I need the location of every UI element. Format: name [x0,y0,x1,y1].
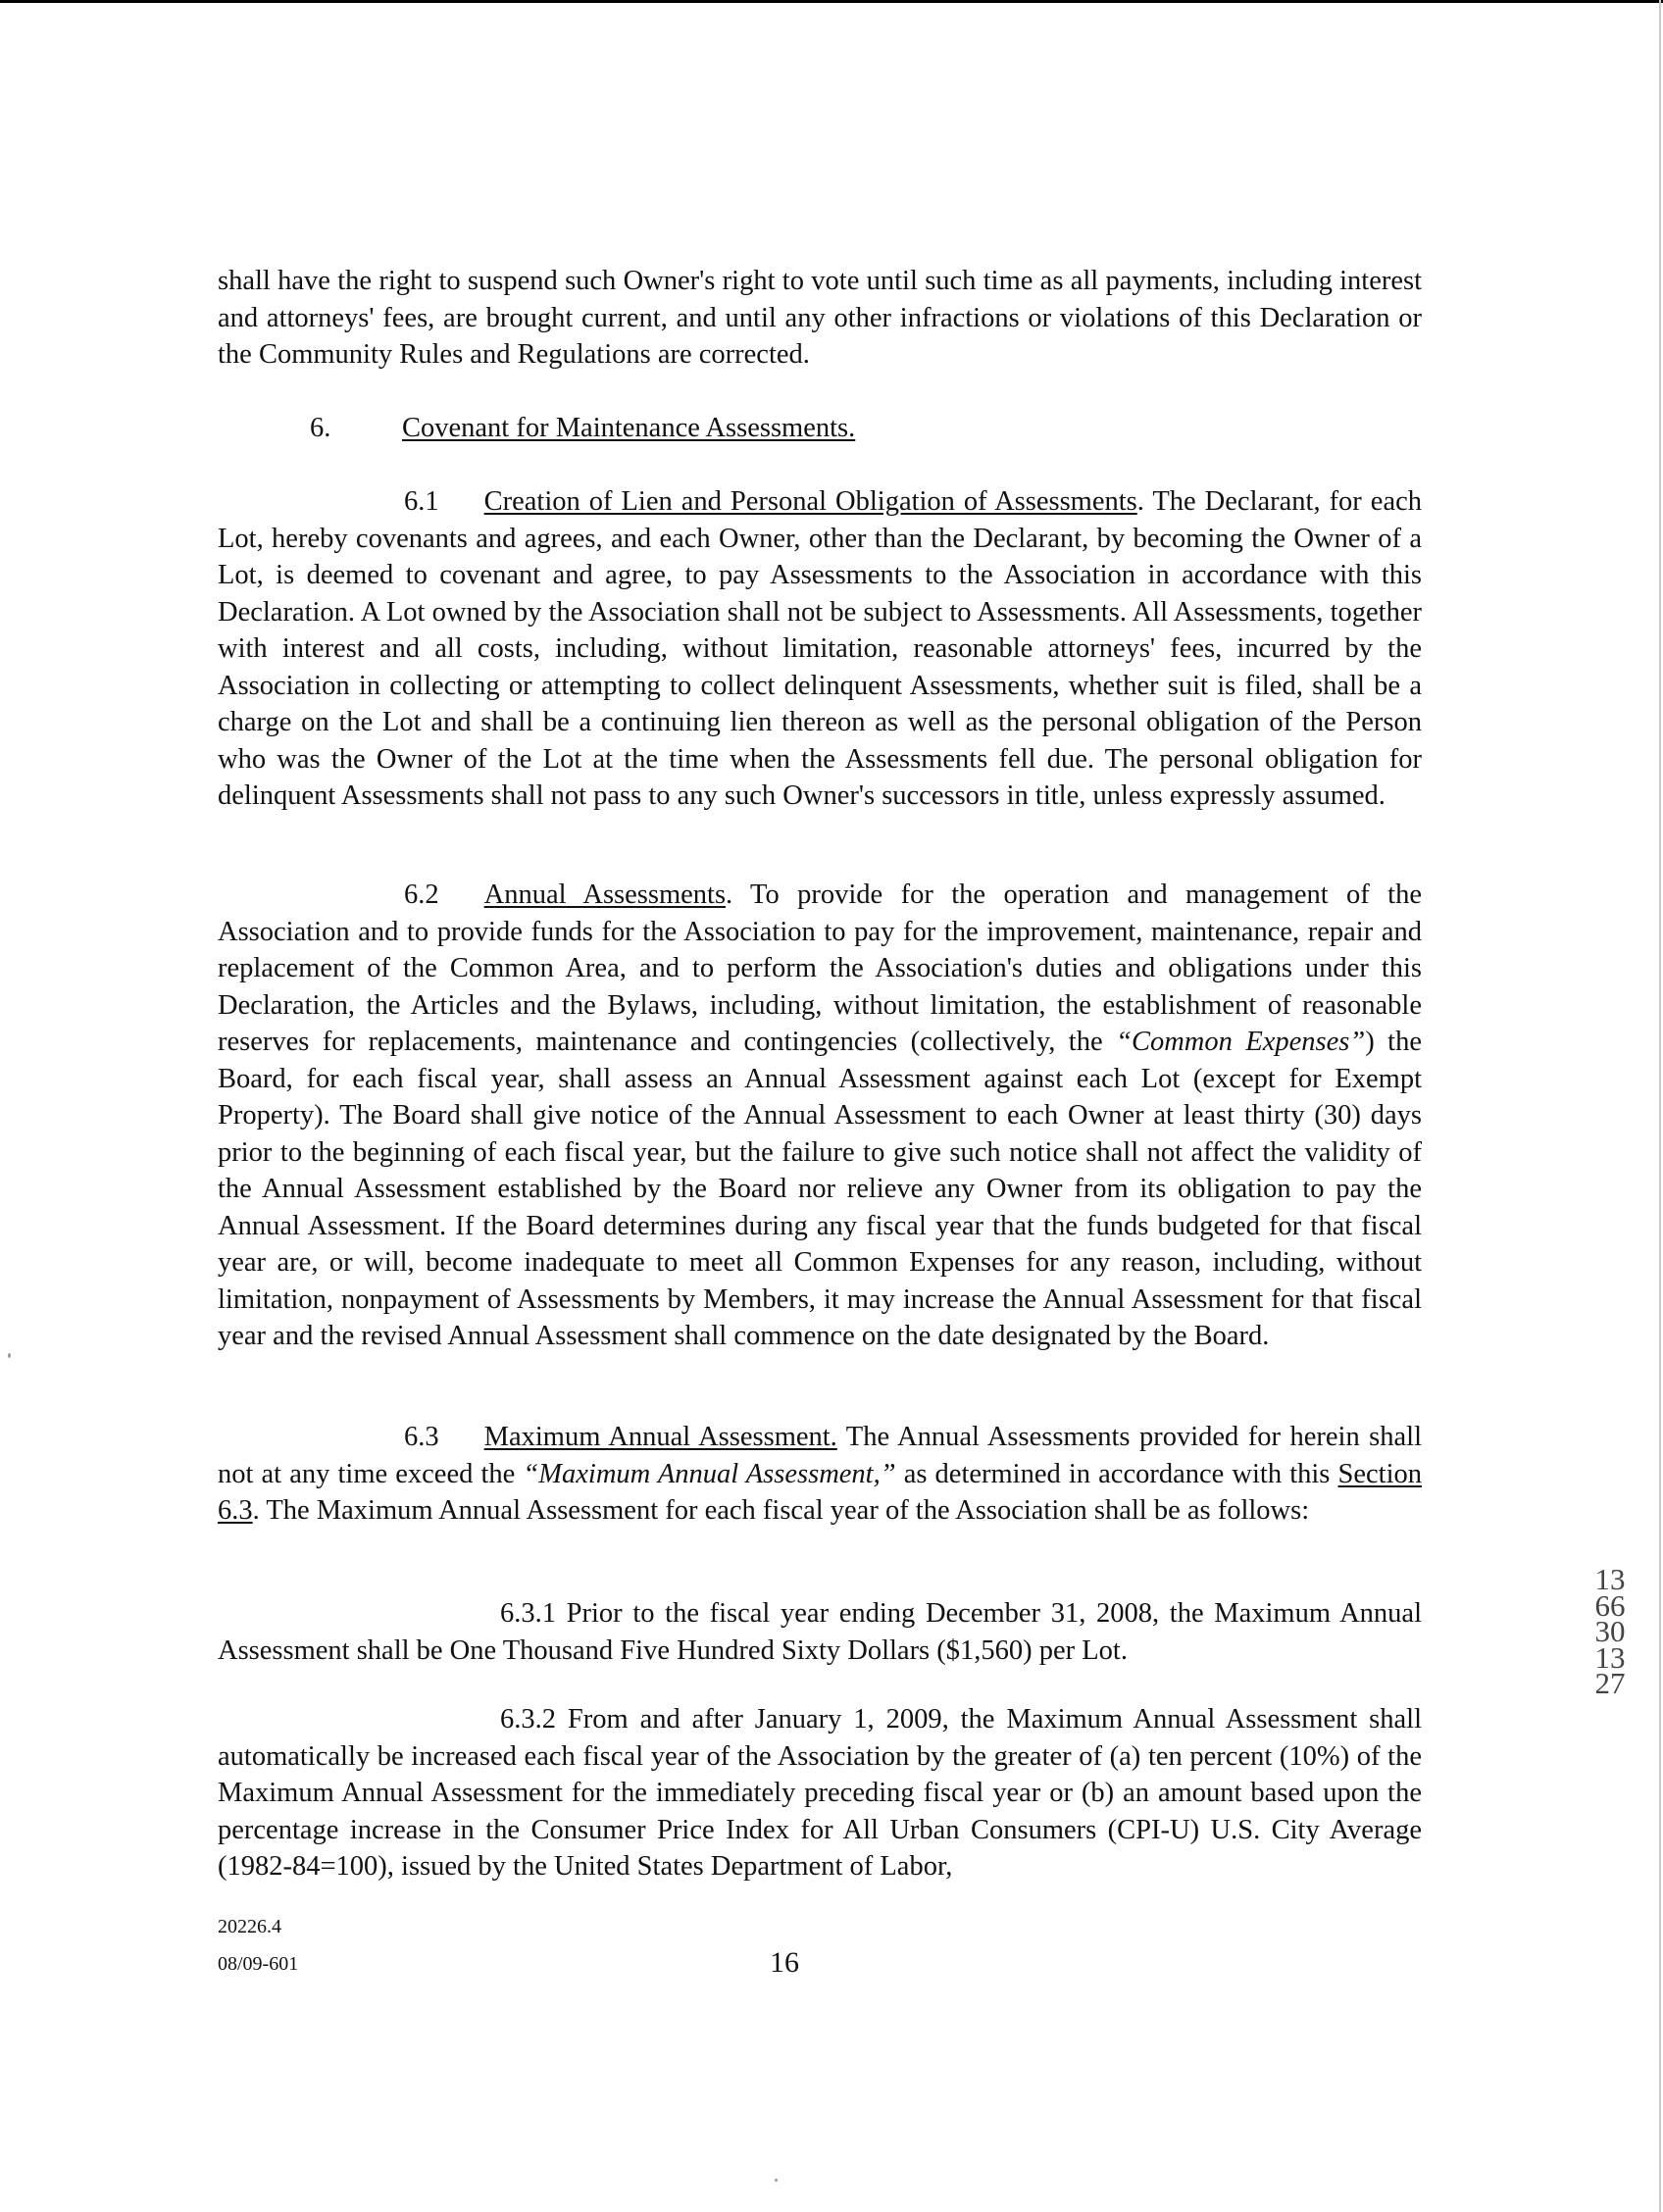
footer-document-date: 08/09-601 [218,1953,299,1975]
section-6-2-number: 6.2 [404,880,439,910]
common-expenses-term: “Common Expenses” [1116,1027,1366,1057]
section-6-title: Covenant for Maintenance Assessments. [402,413,856,443]
scan-speck [8,1353,11,1358]
section-6-3-2-paragraph: 6.3.2 From and after January 1, 2009, the Maximum Annual Assessment shall automatically be increased each fiscal year of the Association by the greater of (a) ten percent (10%) of the Maximum Annual Assessment for the immediately preceding fiscal year or (b) an amount based upon the percentage increase in the Consumer Price Index for All Urban Consumers (CPI-U) U.S. City Average (1982-84=100), issued by the United States Department of Labor, [218,1704,1422,1882]
maximum-annual-assessment-term: “Maximum Annual Assessment,” [523,1458,896,1489]
footer-document-id: 20226.4 [218,1916,281,1937]
section-6-1-number: 6.1 [404,486,439,517]
page-number: 16 [770,1946,799,1979]
section-6-2-paragraph: 6.2 Annual Assessments. To provide for the operation and management of the Association and to provide funds for the Association to pay for the improvement, maintenance, repair and replacement of the Common Area, and to perform the Association's duties and obligations under this Declaration, the Articles and the Bylaws, including, without limitation, the establishment of reasonable reserves for replacements, maintenance and contingencies (collectively, the “Common Expenses”) the Board, for each fiscal year, shall assess an Annual Assessment against each Lot (except for Exempt Property). The Board shall give notice of the Annual Assessment to each Owner at least thirty (30) days prior to the beginning of each fiscal year, but the failure to give such notice shall not affect the validity of the Annual Assessment established by the Board nor relieve any Owner from its obligation to pay the Annual Assessment. If the Board determines during any fiscal year that the funds budgeted for that fiscal year are, or will, become inadequate to meet all Common Expenses for any reason, including, without limitation, nonpayment of Assessments by Members, it may increase the Annual Assessment for that fiscal year and the revised Annual Assessment shall commence on the date designated by the Board. [218,880,1422,1351]
section-6-3-title: Maximum Annual Assessment. [483,1422,837,1452]
section-6-3-2-number: 6.3.2 [500,1704,556,1734]
section-6-3-1-number: 6.3.1 [500,1598,556,1629]
section-6-3-number: 6.3 [404,1422,439,1452]
section-6-1-title: Creation of Lien and Personal Obligation of Assessments [483,486,1137,517]
right-page-edge [1659,0,1661,2212]
section-6-2-title: Annual Assessments [483,880,727,910]
section-6-3-1-paragraph: 6.3.1 Prior to the fiscal year ending December 31, 2008, the Maximum Annual Assessment shall be One Thousand Five Hundred Sixty Dollars ($1,560) per Lot. [218,1598,1422,1666]
paragraph-suspend-vote: shall have the right to suspend such Owner's right to vote until such time as all payments, including interest and attorneys' fees, are brought current, and until any other infractions or violations of this Declaration or the Community Rules and Regulations are corrected. [218,266,1422,370]
section-6-3-paragraph: 6.3 Maximum Annual Assessment. The Annual Assessments provided for herein shall not at any time exceed the “Maximum Annual Assessment,” as determined in accordance with this Section 6.3. The Maximum Annual Assessment for each fiscal year of the Association shall be as follows: [218,1422,1422,1526]
recording-stamp-number: 1366301327 [1594,1562,1626,1700]
top-border-line [0,0,1663,3]
section-6-number: 6. [310,413,331,443]
scan-speck [775,2179,778,2182]
section-6-3-reference: Section 6.3 [218,1458,1422,1526]
section-6-1-paragraph: 6.1 Creation of Lien and Personal Obligation of Assessments. The Declarant, for each Lot, hereby covenants and agrees, and each Owner, other than the Declarant, by becoming the Owner of a Lot, is deemed to covenant and agree, to pay Assessments to the Association in accordance with this Declaration. A Lot owned by the Association shall not be subject to Assessments. All Assessments, together with interest and all costs, including, without limitation, reasonable attorneys' fees, incurred by the Association in collecting or attempting to collect delinquent Assessments, whether suit is filed, shall be a charge on the Lot and shall be a continuing lien thereon as well as the personal obligation of the Person who was the Owner of the Lot at the time when the Assessments fell due. The personal obligation for delinquent Assessments shall not pass to any such Owner's successors in title, unless expressly assumed. [218,486,1422,811]
